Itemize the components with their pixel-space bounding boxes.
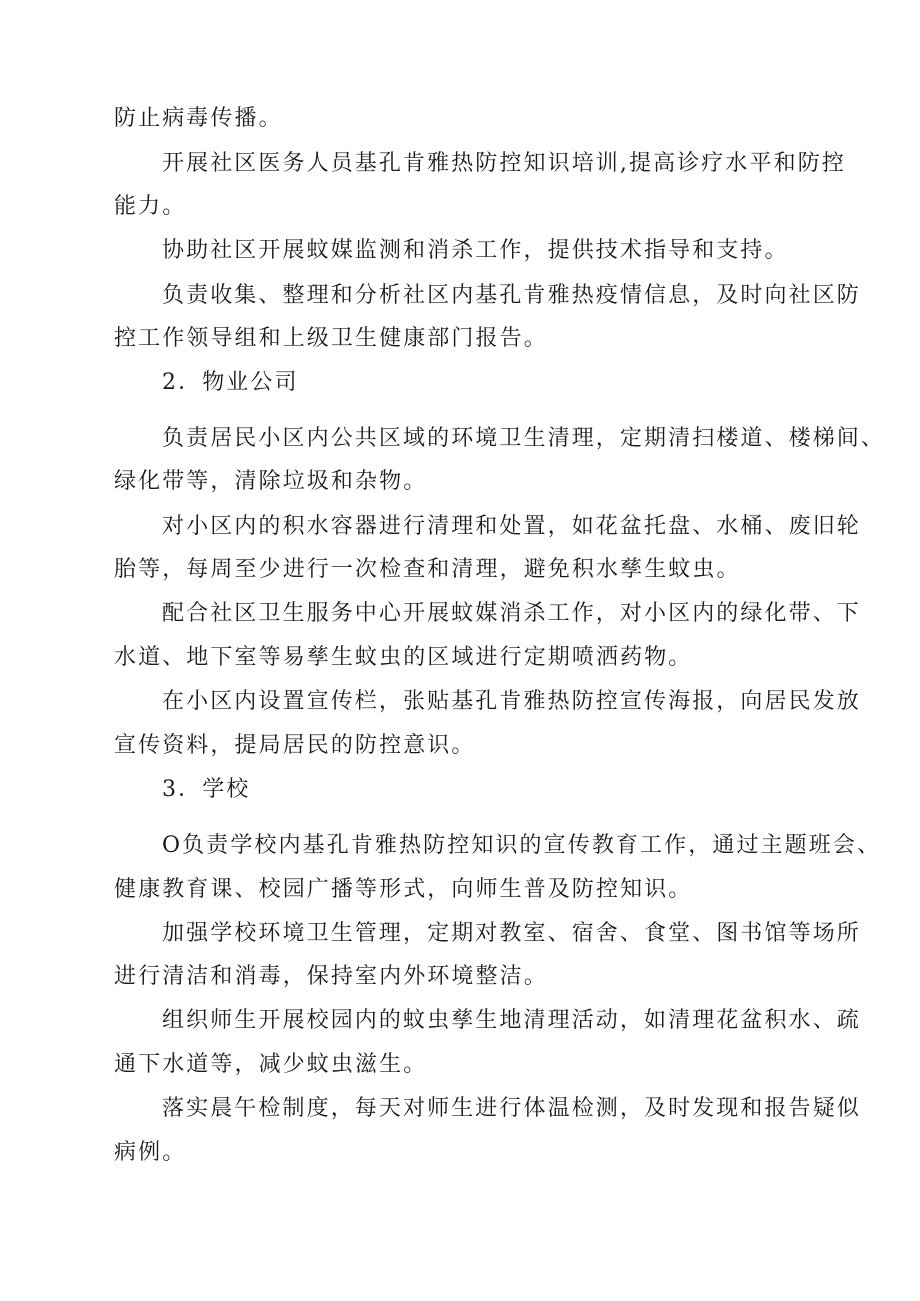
- paragraph-line: 进行清洁和消毒，保持室内外环境整洁。: [114, 964, 548, 989]
- paragraph-line: O负责学校内基孔肯雅热防控知识的宣传教育工作，通过主题班会、: [162, 833, 882, 858]
- paragraph-line: 在小区内设置宣传栏，张贴基孔肯雅热防控宣传海报，向居民发放: [162, 689, 861, 714]
- section-heading: 3．学校: [162, 777, 251, 802]
- paragraph-line: 开展社区医务人员基孔肯雅热防控知识培训,提高诊疗水平和防控: [162, 151, 846, 176]
- paragraph-line: 绿化带等，清除垃圾和杂物。: [114, 469, 428, 494]
- paragraph-line: 负责居民小区内公共区域的环境卫生清理，定期清扫楼道、楼梯间、: [162, 426, 886, 451]
- paragraph-line: 通下水道等，减少蚊虫滋生。: [114, 1052, 428, 1077]
- paragraph-line: 控工作领导组和上级卫生健康部门报告。: [114, 326, 548, 351]
- paragraph-line: 健康教育课、校园广播等形式，向师生普及防控知识。: [114, 877, 693, 902]
- paragraph-line: 配合社区卫生服务中心开展蚊媒消杀工作，对小区内的绿化带、下: [162, 601, 861, 626]
- paragraph-line: 病例。: [114, 1140, 187, 1165]
- section-heading: 2．物业公司: [162, 370, 299, 395]
- paragraph-line: 组织师生开展校园内的蚊虫孳生地清理活动，如清理花盆积水、疏: [162, 1008, 861, 1033]
- paragraph-line: 负责收集、整理和分析社区内基孔肯雅热疫情信息，及时向社区防: [162, 283, 861, 308]
- paragraph-line: 落实晨午检制度，每天对师生进行体温检测，及时发现和报告疑似: [162, 1096, 861, 1121]
- paragraph-line: 宣传资料，提局居民的防控意识。: [114, 733, 476, 758]
- paragraph-line: 协助社区开展蚊媒监测和消杀工作，提供技术指导和支持。: [162, 238, 789, 263]
- paragraph-line: 水道、地下室等易孳生蚊虫的区域进行定期喷洒药物。: [114, 645, 693, 670]
- paragraph-line: 胎等，每周至少进行一次检查和清理，避免积水孳生蚊虫。: [114, 557, 741, 582]
- paragraph-line: 加强学校环境卫生管理，定期对教室、宿舍、食堂、图书馆等场所: [162, 921, 861, 946]
- paragraph-line: 对小区内的积水容器进行清理和处置，如花盆托盘、水桶、废旧轮: [162, 514, 861, 539]
- paragraph-line: 能力。: [114, 194, 187, 219]
- paragraph-line: 防止病毒传播。: [114, 106, 283, 131]
